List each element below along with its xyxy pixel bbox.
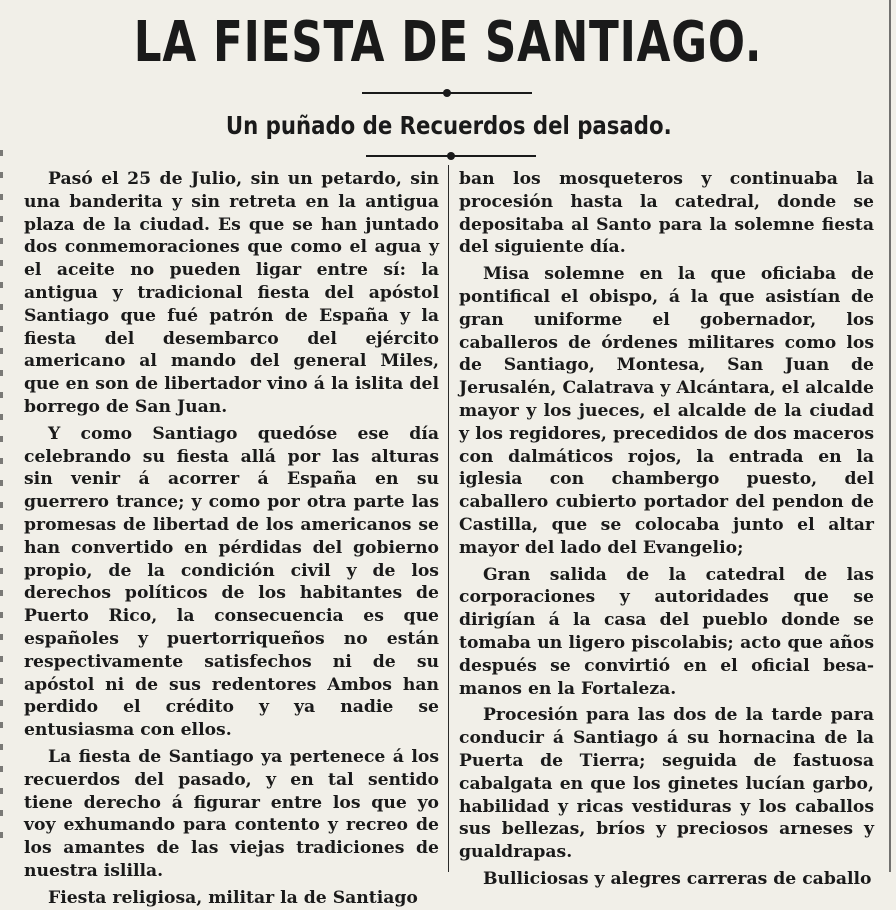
article-subtitle: Un puñado de Recuerdos del pasado. [225,111,672,140]
left-edge-marks [0,150,3,850]
right-paragraph-4: Procesión para las dos de la tarde para conducir á Santiago á su hornacina de la Puerta de Tierra; seguida de fastuosa cabalgata en que los ginetes lucían garbo, habilidad y ricas vestiduras y los caballos sus bellezas, bríos y preciosos arneses y gualdrapas. [459,705,874,863]
right-paragraph-3: Gran salida de la catedral de las corporaciones y autoridades que se dirigían á la casa del pueblo donde se tomaba un ligero piscolabis; acto que años después se convirtió en el oficial besa-manos en la Fortaleza. [459,564,874,699]
right-paragraph-1: ban los mosqueteros y continuaba la procesión hasta la catedral, donde se depositaba al Santo para la solemne fiesta del siguiente día. [459,169,874,258]
left-column [24,168,439,908]
article-title: LA FIESTA DE SANTIAGO. [133,10,763,75]
right-edge-line [889,0,891,872]
subtitle-rule [366,155,536,157]
right-column [459,168,874,889]
right-paragraph-5: Bulliciosas y alegres carreras de caballo [483,868,872,889]
left-paragraph-4: Fiesta religiosa, militar la de Santiago [48,887,418,908]
left-paragraph-3: La fiesta de Santiago ya pertenece á los recuerdos del pasado, y en tal sentido tiene derecho á figurar entre los que yo voy exhumando para contento y recreo de los amantes de las viejas tradiciones de nuestra islilla. [24,746,439,881]
left-paragraph-2: Y como Santiago quedóse ese día celebrando su fiesta allá por las alturas sin venir á acorrer á España en su guerrero trance; y como por otra parte las promesas de libertad de los americanos se han convertido en pérdidas del gobierno propio, de la condición civil y de los derechos políticos de los habitantes de Puerto Rico, la consecuencia es que españoles y puertorriqueños no están respectivamente satisfechos ni de su apóstol ni de sus redentores Ambos han perdido el crédito y ya nadie se entusiasma con ellos. [24,423,439,741]
title-rule [362,92,532,94]
column-divider [448,165,449,872]
left-paragraph-1: Pasó el 25 de Julio, sin un petardo, sin una banderita y sin retreta en la antigua plaza de la ciudad. Es que se han juntado dos conmemoraciones que como el agua y el aceite no pueden ligar entre sí: la antigua y tradicional fiesta del apóstol Santiago que fué patrón de España y la fiesta del desembarco del ejército americano al mando del general Miles, que en son de libertador vino á la islita del borrego de San Juan. [24,169,439,417]
right-paragraph-2: Misa solemne en la que oficiaba de pontifical el obispo, á la que asistían de gran uniforme el gobernador, los caballeros de órdenes militares como los de Santiago, Montesa, San Juan de Jerusalén, Calatrava y Alcántara, el alcalde mayor y los jueces, el alcalde de la ciudad y los regidores, precedidos de dos maceros con dalmáticos rojos, la entrada en la iglesia con chambergo puesto, del caballero cubierto portador del pendon de Castilla, que se colocaba junto el altar mayor del lado del Evangelio; [459,264,874,558]
